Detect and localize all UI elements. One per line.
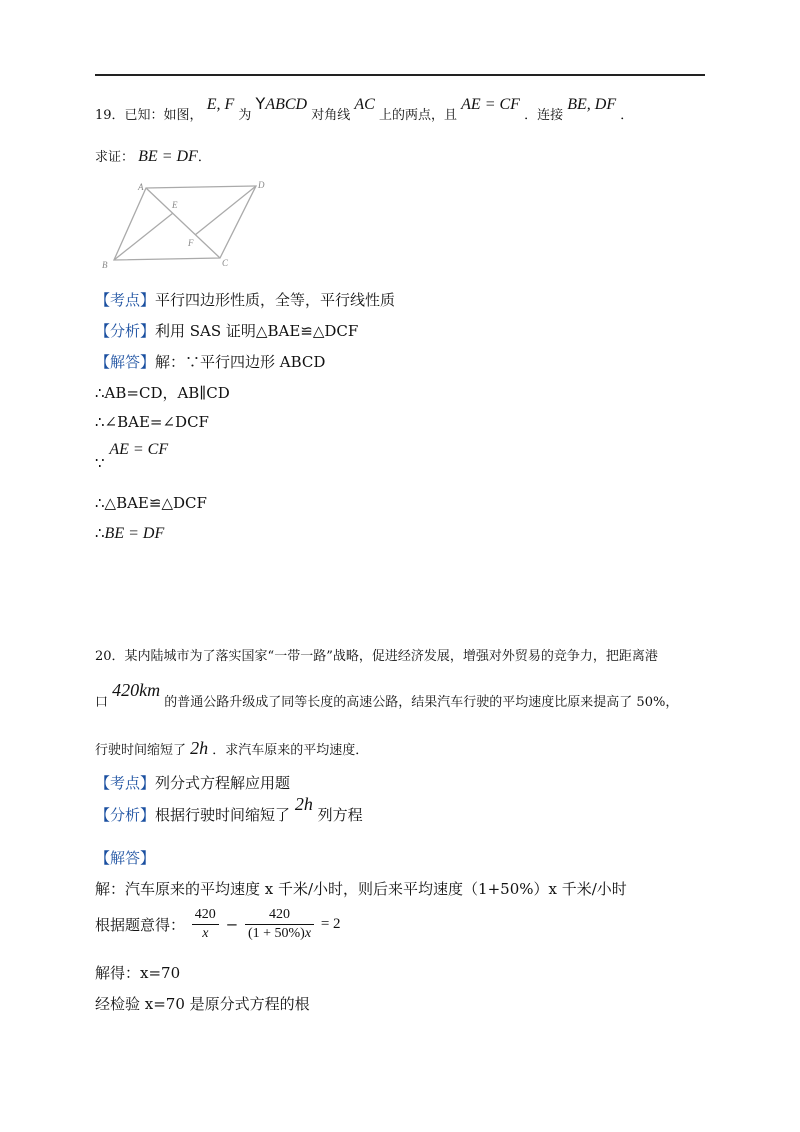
q20-line-1: 20．某内陆城市为了落实国家“一带一路”战略，促进经济发展，增强对外贸易的竞争力，把距离港: [95, 649, 658, 664]
q19-prove: 求证： BE = DF．: [95, 148, 211, 165]
q20-jieda: 【解答】: [95, 849, 156, 867]
header-rule: [95, 74, 705, 76]
q20-line-2: 口 420km 的普通公路升级成了同等长度的高速公路，结果汽车行驶的平均速度比原来提高了 50%，: [95, 680, 679, 710]
q19-jieda: 【解答】解：∵平行四边形 ABCD: [95, 353, 326, 371]
q19-fenxi: 【分析】利用 SAS 证明△BAE≌△DCF: [95, 322, 359, 340]
q19-kaodian: 【考点】平行四边形性质，全等，平行线性质: [95, 291, 396, 309]
label-A: A: [138, 182, 144, 192]
q19-statement: 19．已知：如图， E, F 为 YABCD 对角线 AC 上的两点，且 AE = CF ．连接 BE, DF ．: [95, 94, 634, 123]
q20-solution-1: 解：汽车原来的平均速度 x 千米/小时，则后来平均速度（1+50%）x 千米/小时: [95, 880, 627, 898]
q20-equation: 根据题意得： $\frac{420}{x}$ − $\frac{420}{(1 + 50\%)x}$ = 2: [95, 907, 341, 941]
q19-step-1: ∴AB=CD，AB∥CD: [95, 384, 230, 402]
fraction-1: $\frac{420}{x}$: [192, 906, 219, 943]
q20-solution-3: 经检验 x=70 是原分式方程的根: [95, 995, 310, 1013]
q19-step-3: ∵ AE = CF: [95, 441, 169, 472]
q20-solution-2: 解得：x=70: [95, 964, 181, 982]
q20-line-3: 行驶时间缩短了 2h ．求汽车原来的平均速度．: [95, 738, 369, 758]
label-D: D: [258, 180, 265, 190]
q19-step-5: ∴BE = DF: [95, 524, 165, 542]
label-B: B: [102, 260, 108, 270]
q20-fenxi: 【分析】根据行驶时间缩短了 2h 列方程: [95, 794, 363, 824]
parallelogram-figure: [100, 178, 280, 270]
label-C: C: [222, 258, 229, 268]
fraction-2: $\frac{420}{(1 + 50\%)x}$: [245, 906, 314, 943]
q20-kaodian: 【考点】列分式方程解应用题: [95, 774, 291, 792]
label-E: E: [172, 200, 178, 210]
q19-step-4: ∴△BAE≌△DCF: [95, 494, 207, 512]
label-F: F: [188, 238, 194, 248]
q19-step-2: ∴∠BAE=∠DCF: [95, 413, 209, 431]
